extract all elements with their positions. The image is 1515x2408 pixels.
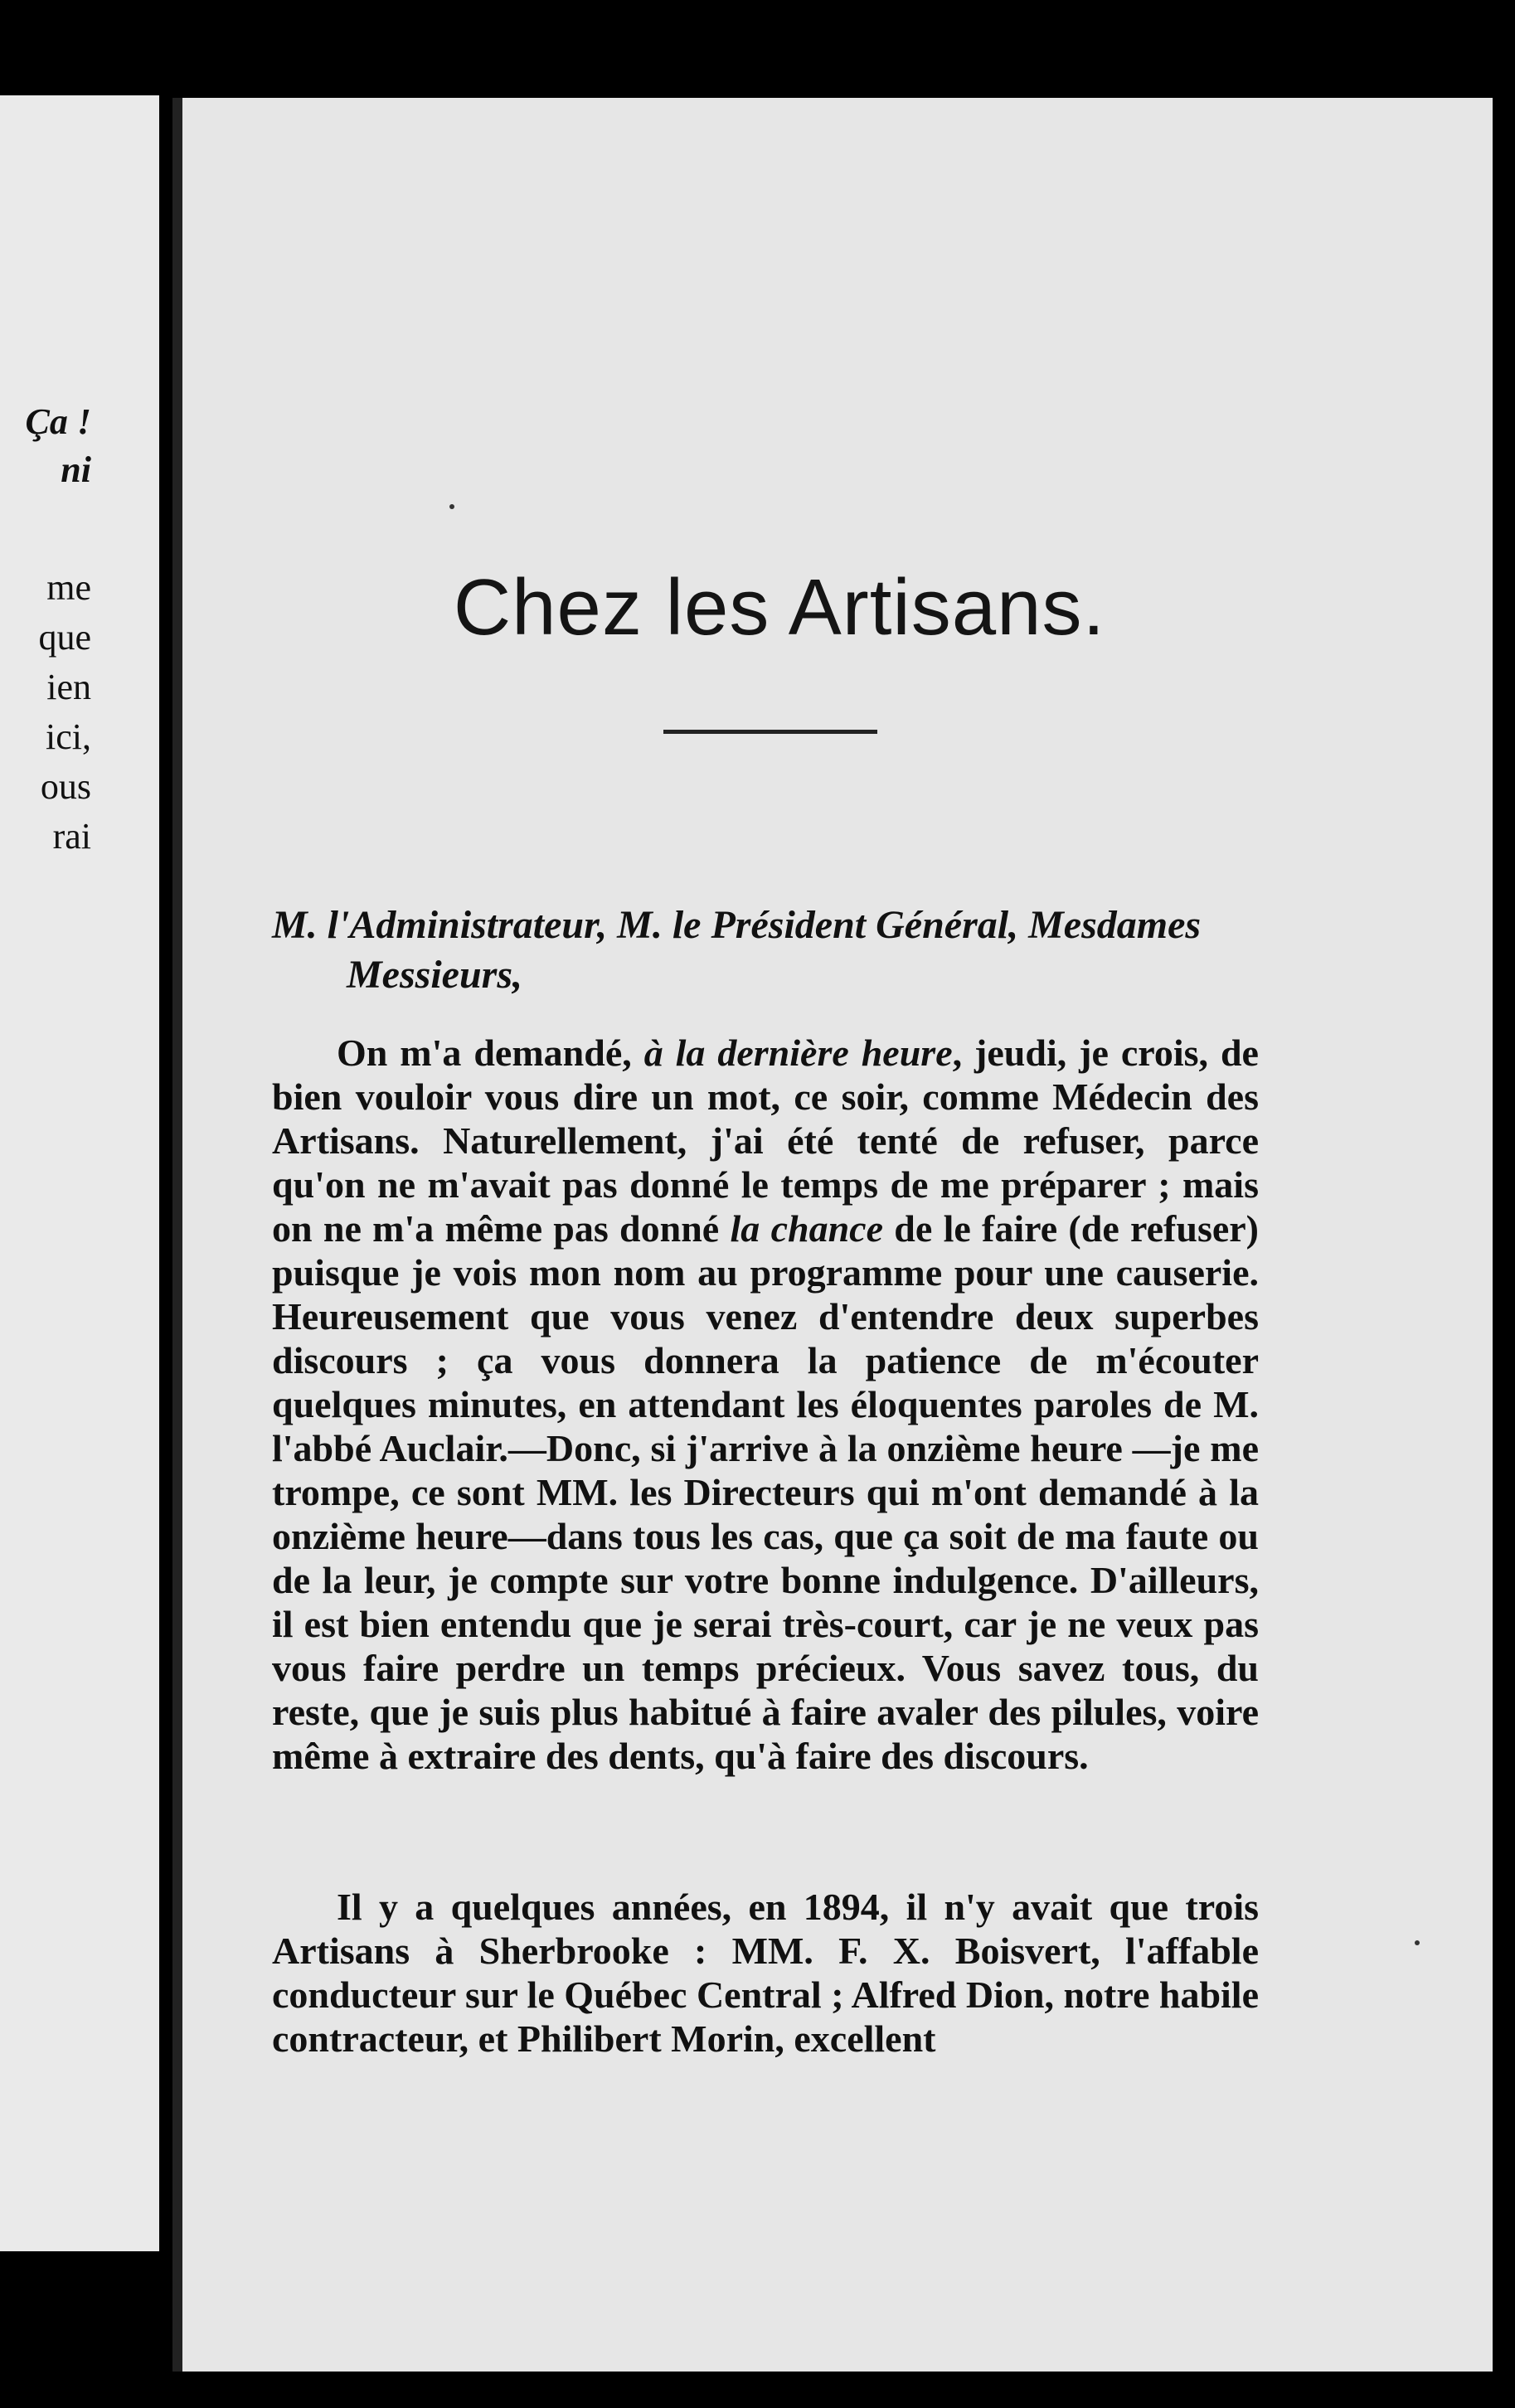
left-fragment: ous <box>40 766 91 807</box>
left-fragment: Ça ! <box>25 401 91 442</box>
paragraph-1 <box>272 1031 1259 1778</box>
title-divider <box>663 730 877 734</box>
paragraph-1-text: de le faire (de refuser) puisque je vois mon nom au programme pour une causerie. Heureusement que vous venez d'entendre deux superbes discours ; ça vous donnera la patience de m'écouter quelques minutes, en attendant les éloquentes paroles de M. l'abbé Auclair.—Donc, si j'arrive à la onzième heure —je me trompe, ce sont MM. les Directeurs qui m'ont demandé à la onzième heure—dans tous les cas, que ça soit de ma faute ou de la leur, je compte sur votre bonne indulgence. D'ailleurs, il est bien entendu que je serai très-court, car je ne veux pas vous faire perdre un temps précieux. Vous savez tous, du reste, que je suis plus habitué à faire avaler des pilules, voire même à extraire des dents, qu'à faire des discours. <box>272 1207 1259 1777</box>
page-title: Chez les Artisans. <box>453 563 1106 652</box>
salutation-line-1: M. l'Administrateur, M. le Président Général, Mesdames <box>272 903 1202 947</box>
left-fragment: rai <box>52 816 91 857</box>
salutation-line-2: Messieurs, <box>347 953 523 997</box>
paragraph-1-emphasis: la chance <box>730 1207 883 1250</box>
paragraph-1-text: , jeudi, je crois, de bien vouloir vous dire un mot, ce soir, comme Médecin des Artisans. Naturellement, j'ai été tenté de refuser, parce qu'on ne m'avait pas donné le temps de me préparer ; mais on ne m'a même pas donné <box>272 1032 1259 1250</box>
book-page <box>172 98 1493 2372</box>
paper-speck <box>1415 1940 1420 1945</box>
paper-speck <box>449 504 454 509</box>
left-fragment: que <box>38 617 91 658</box>
left-fragment: me <box>46 567 91 608</box>
left-fragment: ni <box>61 449 91 490</box>
left-page-edge <box>0 95 159 2251</box>
paragraph-1-emphasis: à la dernière heure <box>643 1032 953 1074</box>
left-fragment: ien <box>46 667 91 707</box>
salutation <box>272 901 1259 1000</box>
left-fragment: ici, <box>46 716 91 757</box>
paragraph-2 <box>272 1885 1259 2061</box>
paragraph-2-text: Il y a quelques années, en 1894, il n'y avait que trois Artisans à Sherbrooke : MM. F. X. Boisvert, l'affable conducteur sur le Québec Central ; Alfred Dion, notre habile contracteur, et Philibert Morin, excellent <box>272 1886 1260 2060</box>
paragraph-1-text: On m'a demandé, <box>337 1032 644 1074</box>
